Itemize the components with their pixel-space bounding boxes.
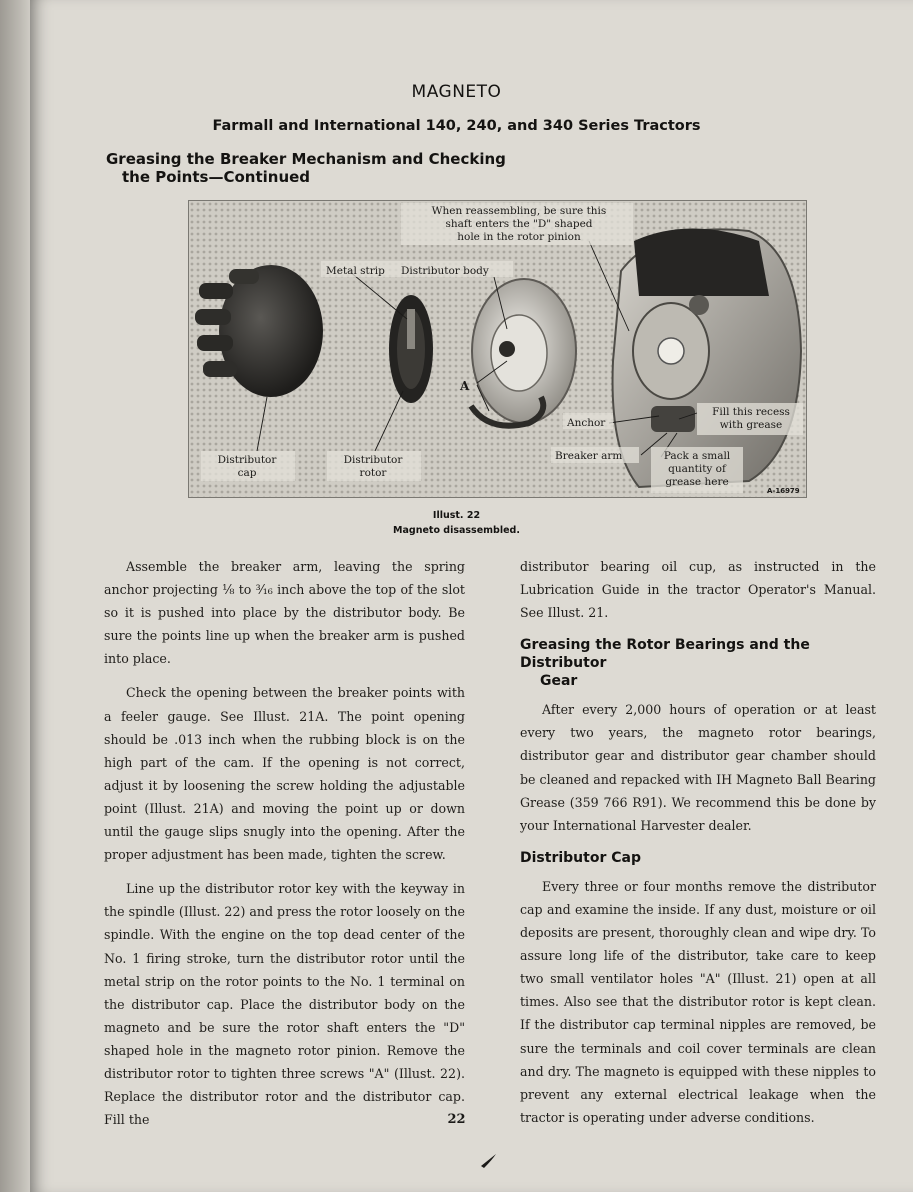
page-binding-shadow bbox=[0, 0, 34, 1192]
right-paragraph-continued: distributor bearing oil cup, as instructed in the Lubrication Guide in the tractor Operator's Manual. See Illust. 21. bbox=[520, 559, 876, 621]
heading-rotor-line2: Gear bbox=[540, 673, 578, 690]
right-paragraph-rotor: After every 2,000 hours of operation or at least every two years, the magneto rotor bearings, distributor gear and distributor gear chamber should be cleaned and repacked with IH Magneto Ball Bearing Grease (359 766 R91). We recommend this be done by your International Harvester dealer. bbox=[520, 702, 876, 833]
label-anchor: Anchor bbox=[567, 417, 606, 429]
label-shaft-note-1: When reassembling, be sure this bbox=[431, 205, 607, 217]
label-cap-1: Distributor bbox=[217, 454, 277, 466]
label-rotor-2: rotor bbox=[359, 467, 387, 479]
page-title: MAGNETO bbox=[411, 82, 502, 102]
label-shaft-note-2: shaft enters the "D" shaped bbox=[445, 218, 593, 230]
section-heading-line1: Greasing the Breaker Mechanism and Checking bbox=[106, 150, 506, 168]
left-paragraph-1: Assemble the breaker arm, leaving the spring anchor projecting ⅛ to ³⁄₁₆ inch above the top of the slot so it is pushed into place by the distributor body. Be sure the points line up when the breaker arm is pushed into place. bbox=[104, 559, 465, 667]
heading-rotor-bearings bbox=[520, 636, 876, 690]
ink-mark bbox=[478, 1150, 500, 1170]
caption-illust-number: Illust. 22 bbox=[432, 510, 481, 521]
label-fill-recess-2: with grease bbox=[719, 419, 783, 431]
label-distributor-body: Distributor body bbox=[401, 265, 489, 277]
label-pack-1: Pack a small bbox=[663, 450, 731, 462]
label-shaft-note-3: hole in the rotor pinion bbox=[457, 231, 581, 243]
label-a-screws: A bbox=[460, 379, 470, 393]
page-number: 22 bbox=[447, 1112, 466, 1127]
distributor-rotor-shape bbox=[389, 295, 433, 403]
label-fill-recess-1: Fill this recess bbox=[712, 406, 790, 418]
caption-description: Magneto disassembled. bbox=[393, 525, 520, 536]
page-subtitle: Farmall and International 140, 240, and 340 Series Tractors bbox=[212, 118, 701, 134]
left-paragraph-3: Line up the distributor rotor key with the keyway in the spindle (Illust. 22) and press the rotor loosely on the spindle. With the engine on the top dead center of the No. 1 firing stroke, turn the distributor rotor until the metal strip on the rotor points to the No. 1 terminal on the distributor cap. Place the distributor body on the magneto and be sure the rotor shaft enters the "D" shaped hole in the magneto rotor pinion. Remove the distributor rotor to tighten three screws "A" (Illust. 22). Replace the distributor rotor and the distributor cap. Fill the bbox=[104, 881, 465, 1128]
label-rotor-1: Distributor bbox=[343, 454, 403, 466]
right-paragraph-cap: Every three or four months remove the distributor cap and examine the inside. If any dust, moisture or oil deposits are present, thoroughly clean and wipe dry. To assure long life of the distributor, take care to keep two small ventilator holes "A" (Illust. 21) open at all times. Also see that the distributor rotor is kept clean. If the distributor cap terminal nipples are removed, be sure the terminals and coil cover terminals are clean and dry. The magneto is equipped with these nipples to prevent any external electrical leakage when the tractor is operating under adverse conditions. bbox=[520, 878, 876, 1125]
label-figure-code: A-16979 bbox=[767, 487, 800, 495]
label-metal-strip: Metal strip bbox=[326, 265, 385, 277]
magneto-photo bbox=[188, 200, 807, 498]
figure-caption bbox=[0, 508, 913, 538]
label-pack-2: quantity of bbox=[668, 463, 726, 475]
heading-rotor-line1: Greasing the Rotor Bearings and the Distributor bbox=[520, 637, 810, 672]
magneto-illustration bbox=[189, 201, 806, 497]
section-heading bbox=[106, 150, 506, 186]
heading-distributor-cap: Distributor Cap bbox=[520, 849, 641, 866]
left-column bbox=[104, 555, 465, 1142]
label-pack-3: grease here bbox=[665, 476, 729, 488]
left-paragraph-2: Check the opening between the breaker points with a feeler gauge. See Illust. 21A. The point opening should be .013 inch when the rubbing block is on the high part of the cam. If the opening is not correct, adjust it by loosening the screw holding the adjustable point (Illust. 21A) and moving the point up or down until the gauge slips snugly into the opening. After the proper adjustment has been made, tighten the screw. bbox=[104, 685, 465, 863]
label-cap-2: cap bbox=[237, 467, 257, 479]
section-heading-line2: the Points—Continued bbox=[122, 168, 311, 186]
right-column bbox=[520, 555, 876, 1140]
label-breaker-arm: Breaker arm bbox=[555, 450, 623, 462]
